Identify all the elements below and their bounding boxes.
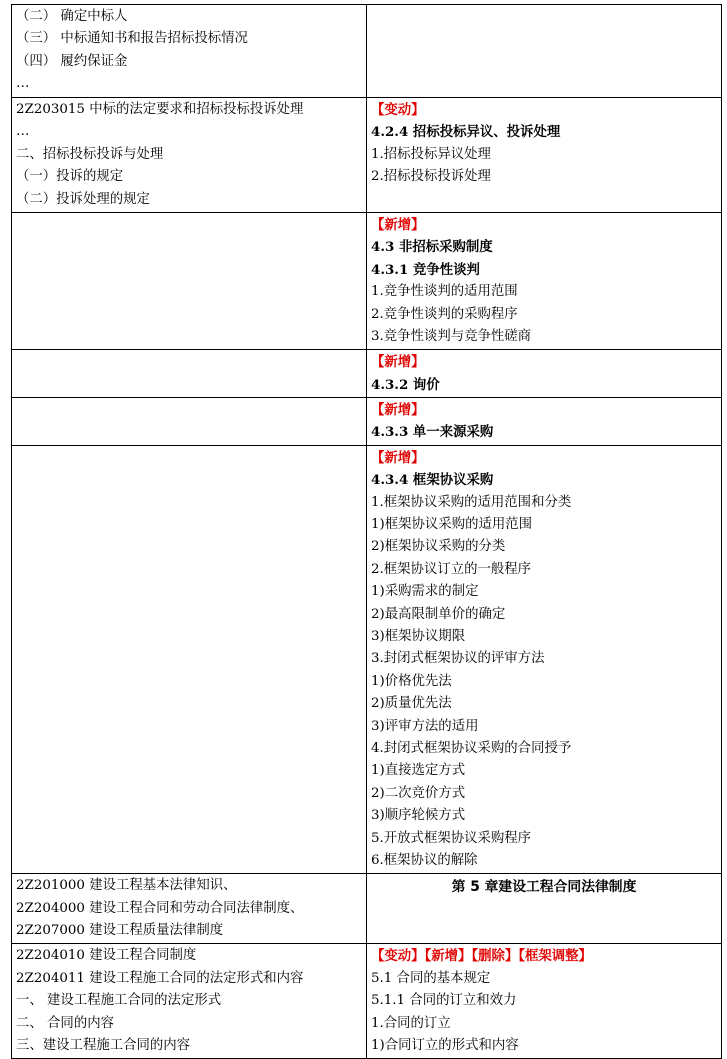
old-item: （二） 确定中标人	[16, 9, 128, 24]
old-item: （二）投诉处理的规定	[16, 191, 150, 207]
new-item: 3)顺序轮候方式	[371, 808, 466, 824]
table-row	[12, 98, 722, 213]
old-item: （四） 履约保证金	[16, 53, 128, 69]
chapter-title: 第 5 章建设工程合同法律制度	[451, 879, 637, 896]
old-item: 2Z204011 建设工程施工合同的法定形式和内容	[16, 970, 304, 986]
old-syllabus-cell	[12, 445, 367, 873]
new-item: 3.竞争性谈判与竞争性磋商	[371, 328, 532, 344]
new-item: 1.招标投标异议处理	[371, 146, 491, 162]
old-item: 一、 建设工程施工合同的法定形式	[16, 993, 222, 1009]
new-section-heading: 4.3.2 询价	[371, 376, 440, 393]
new-syllabus-cell	[367, 98, 722, 213]
change-tag: 【新增】	[371, 354, 425, 371]
table-row	[12, 5, 722, 98]
new-item: 3)评审方法的适用	[371, 718, 479, 734]
new-item: 1)价格优先法	[371, 673, 452, 689]
new-section-heading: 4.2.4 招标投标异议、投诉处理	[371, 124, 561, 141]
new-item: 2.竞争性谈判的采购程序	[371, 306, 518, 322]
old-syllabus-cell	[12, 98, 367, 213]
new-syllabus-cell	[367, 944, 722, 1059]
table-row	[12, 398, 722, 446]
new-syllabus-cell	[367, 212, 722, 349]
new-syllabus-cell	[367, 5, 722, 98]
old-item: （三） 中标通知书和报告招标投标情况	[16, 31, 248, 47]
table-row	[12, 445, 722, 873]
new-item: 1)采购需求的制定	[371, 584, 479, 600]
new-item: 1.框架协议采购的适用范围和分类	[371, 494, 572, 510]
new-item: 1.合同的订立	[371, 1015, 451, 1031]
new-item: 1)直接选定方式	[371, 763, 466, 779]
table-row	[12, 944, 722, 1059]
old-item: 三、建设工程施工合同的内容	[16, 1038, 191, 1054]
old-syllabus-cell	[12, 398, 367, 446]
old-syllabus-cell	[12, 350, 367, 398]
change-tag: 【变动】【新增】【删除】【框架调整】	[371, 948, 592, 965]
old-syllabus-cell	[12, 5, 367, 98]
new-syllabus-cell	[367, 445, 722, 873]
new-item: 2)框架协议采购的分类	[371, 539, 506, 555]
old-item: 2Z204000 建设工程合同和劳动合同法律制度、	[16, 900, 304, 916]
table-row	[12, 212, 722, 349]
new-syllabus-cell	[367, 398, 722, 446]
new-item: 2)最高限制单价的确定	[371, 606, 506, 622]
new-item: 6.框架协议的解除	[371, 852, 478, 868]
new-section-heading: 4.3 非招标采购制度	[371, 239, 493, 256]
old-item: （一）投诉的规定	[16, 169, 124, 185]
new-item: 2)二次竞价方式	[371, 785, 466, 801]
change-tag: 【变动】	[371, 102, 425, 118]
new-section-heading: 4.3.4 框架协议采购	[371, 472, 494, 489]
old-item: 二、招标投标投诉与处理	[16, 146, 164, 162]
new-item: 3.封闭式框架协议的评审方法	[371, 651, 545, 667]
old-item: …	[16, 124, 30, 140]
new-item: 1.竞争性谈判的适用范围	[371, 284, 518, 300]
new-item: 2.框架协议订立的一般程序	[371, 561, 532, 577]
old-syllabus-cell	[12, 944, 367, 1059]
old-item: …	[16, 76, 30, 92]
new-section-heading: 4.3.3 单一来源采购	[371, 424, 494, 441]
old-item: 2Z204010 建设工程合同制度	[16, 948, 197, 964]
new-syllabus-cell	[367, 874, 722, 944]
table-row	[12, 874, 722, 944]
new-item: 1)合同订立的形式和内容	[371, 1038, 519, 1054]
new-item: 5.开放式框架协议采购程序	[371, 830, 532, 846]
new-item: 1)框架协议采购的适用范围	[371, 517, 533, 533]
new-item: 5.1.1 合同的订立和效力	[371, 993, 517, 1009]
old-item: 2Z207000 建设工程质量法律制度	[16, 923, 224, 939]
new-item: 2.招标投标投诉处理	[371, 169, 491, 185]
new-section-heading: 4.3.1 竞争性谈判	[371, 261, 480, 278]
change-tag: 【新增】	[371, 449, 425, 466]
change-tag: 【新增】	[371, 402, 425, 419]
old-item: 2Z203015 中标的法定要求和招标投标投诉处理	[16, 102, 304, 117]
old-item: 二、 合同的内容	[16, 1015, 114, 1031]
new-item: 5.1 合同的基本规定	[371, 970, 491, 986]
new-item: 3)框架协议期限	[371, 628, 466, 644]
old-item: 2Z201000 建设工程基本法律知识、	[16, 878, 237, 894]
new-item: 2)质量优先法	[371, 696, 452, 712]
old-syllabus-cell	[12, 212, 367, 349]
new-syllabus-cell	[367, 350, 722, 398]
old-syllabus-cell	[12, 874, 367, 944]
comparison-table	[11, 4, 722, 1059]
table-row	[12, 350, 722, 398]
change-tag: 【新增】	[371, 216, 425, 233]
new-item: 4.封闭式框架协议采购的合同授予	[371, 740, 572, 756]
